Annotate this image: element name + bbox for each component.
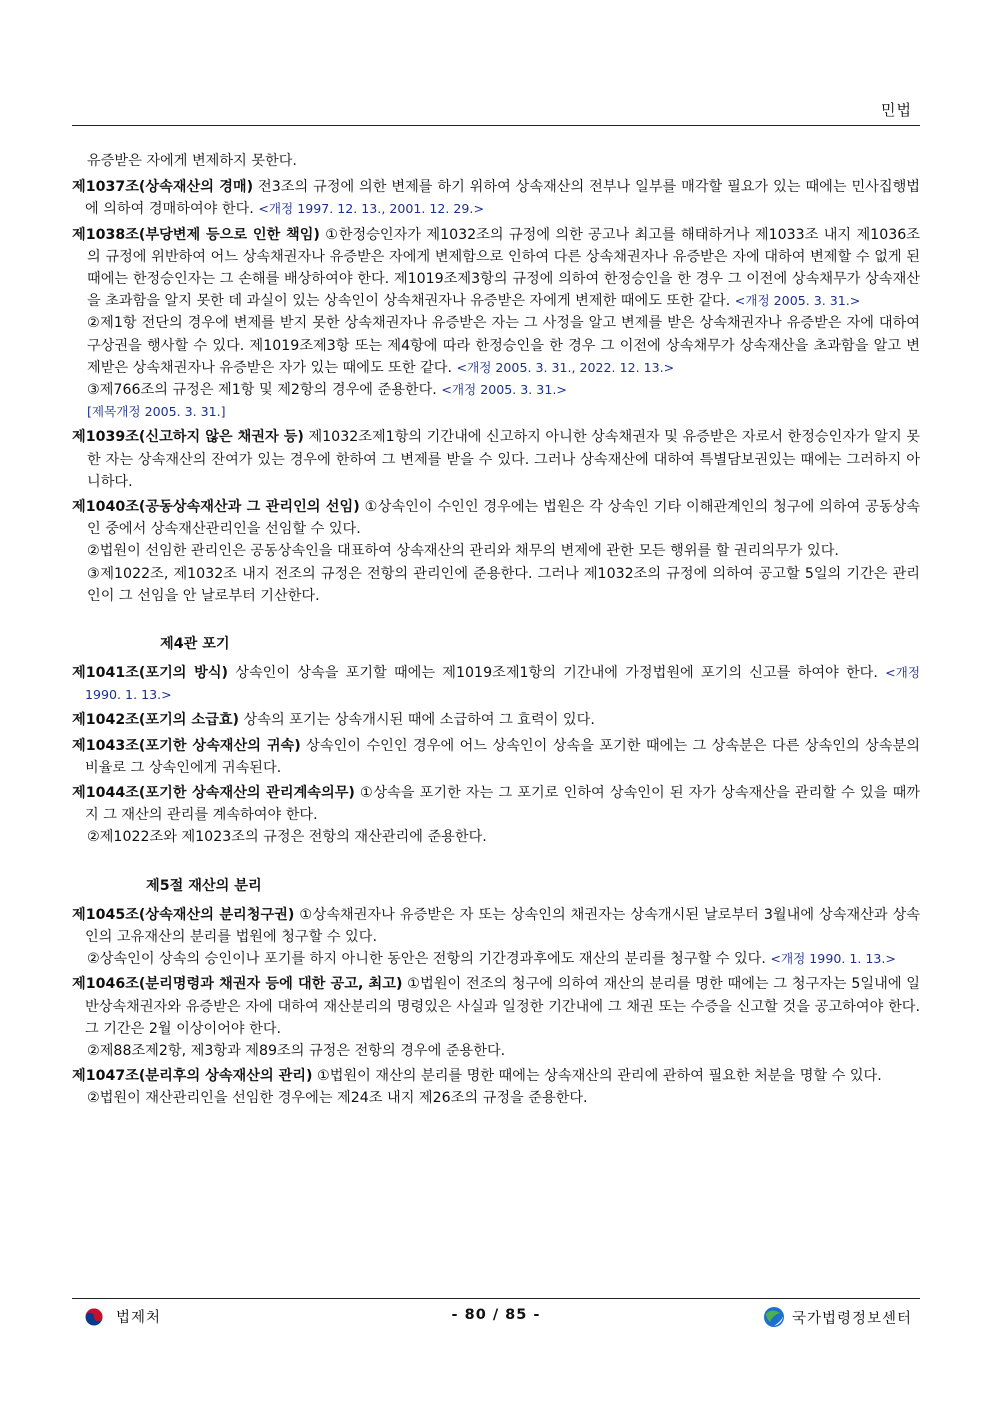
article-text: 전3조의 규정에 의한 변제를 하기 위하여 상속재산의 전부나 일부를 매각할 필요가 있는 때에는 민사집행법에 의하여 경매하여야 한다. xyxy=(85,179,920,218)
amendment-note[interactable]: <개정 1990. 1. 13.> xyxy=(85,665,920,703)
article-1041 xyxy=(72,662,920,706)
article-heading: 제1040조(공동상속재산과 그 관리인의 선임) xyxy=(72,499,360,516)
paragraph-text: ②상속인이 상속의 승인이나 포기를 하지 아니한 동안은 전항의 기간경과후에도 재산의 분리를 청구할 수 있다. xyxy=(87,951,771,968)
article-text: 상속인이 수인인 경우에 어느 상속인이 상속을 포기한 때에는 그 상속분은 다른 상속인의 상속분의 비율로 그 상속인에게 귀속된다. xyxy=(85,737,920,776)
paragraph-text: ①상속을 포기한 자는 그 포기로 인하여 상속인이 된 자가 상속재산을 관리할 수 있을 때까지 그 재산의 관리를 계속하여야 한다. xyxy=(85,785,920,824)
article-1042 xyxy=(72,709,920,731)
article-heading: 제1042조(포기의 소급효) xyxy=(72,712,240,729)
ministry-name: 법제처 xyxy=(116,1310,162,1326)
paragraph-text: ③제766조의 규정은 제1항 및 제2항의 경우에 준용한다. xyxy=(87,382,442,399)
paragraph-text: ②제1항 전단의 경우에 변제를 받지 못한 상속채권자나 유증받은 자는 그 사정을 알고 변제를 받은 상속채권자나 유증받은 자에 대하여 구상권을 행사할 수 있다. 제1019조제3항 또는 제4항에 따라 한정승인을 한 경우 그 이전에 상속채무가 상속재산을 초과함을 알고 변제받은 상속채권자나 유증받은 자가 있는 때에도 또한 같다. xyxy=(87,315,920,376)
globe-logo-icon xyxy=(762,1305,786,1329)
paragraph-text: ①상속채권자나 유증받은 자 또는 상속인의 채권자는 상속개시된 날로부터 3월내에 상속재산과 상속인의 고유재산의 분리를 법원에 청구할 수 있다. xyxy=(85,906,921,945)
paragraph-text: ③제1022조, 제1032조 내지 전조의 규정은 전항의 관리인에 준용한다. 그러나 제1032조의 규정에 의하여 공고할 5일의 기간은 관리인이 그 선임을 안 날로부터 기산한다. xyxy=(87,565,920,604)
paragraph-text: ②제1022조와 제1023조의 규정은 전항의 재산관리에 준용한다. xyxy=(87,829,487,846)
article-heading: 제1037조(상속재산의 경매) xyxy=(72,179,254,196)
article-text: 상속의 포기는 상속개시된 때에 소급하여 그 효력이 있다. xyxy=(239,712,595,729)
article-heading: 제1047조(분리후의 상속재산의 관리) xyxy=(72,1068,313,1085)
document-body xyxy=(72,150,920,1113)
article-heading: 제1039조(신고하지 않은 채권자 등) xyxy=(72,429,304,446)
article-1045 xyxy=(72,904,920,971)
article-1044 xyxy=(72,782,920,849)
amendment-note[interactable]: <개정 2005. 3. 31.> xyxy=(734,293,861,309)
article-heading: 제1043조(포기한 상속재산의 귀속) xyxy=(72,737,301,754)
paragraph-text: ②법원이 선임한 관리인은 공동상속인을 대표하여 상속재산의 관리와 채무의 변제에 관한 모든 행위를 할 권리의무가 있다. xyxy=(87,543,839,560)
page-number: - 80 / 85 - xyxy=(451,1307,541,1323)
article-heading: 제1046조(분리명령과 채권자 등에 대한 공고, 최고) xyxy=(72,976,403,993)
article-1043 xyxy=(72,735,920,779)
article-heading: 제1038조(부당변제 등으로 인한 책임) xyxy=(72,226,320,243)
continuation-text: 유증받은 자에게 변제하지 못한다. xyxy=(87,153,297,169)
paragraph-text: ①한정승인자가 제1032조의 규정에 의한 공고나 최고를 해태하거나 제1033조 내지 제1036조의 규정에 위반하여 어느 상속채권자나 유증받은 자에게 변제함으로 인하여 다른 상속채권자나 유증받은 자에 대하여 변제할 수 없게 된 때에는 한정승인자는 그 손해를 배상하여야 한다. 제1019조제3항의 규정에 의하여 한정승인을 한 경우 그 이전에 상속채무가 상속재산을 초과함을 알지 못한 데 과실이 있는 상속인이 상속채권자나 유증받은 자에게 변제한 때에도 또한 같다. xyxy=(87,226,920,310)
article-text: 상속인이 상속을 포기할 때에는 제1019조제1항의 기간내에 가정법원에 포기의 신고를 하여야 한다. xyxy=(228,665,886,682)
section-heading-5: 제5절 재산의 분리 xyxy=(146,877,262,894)
paragraph-text: ①법원이 전조의 청구에 의하여 재산의 분리를 명한 때에는 그 청구자는 5일내에 일반상속채권자와 유증받은 자에 대하여 재산분리의 명령있은 사실과 일정한 기간내에 그 채권 또는 수증을 신고할 것을 공고하여야 한다. 그 기간은 2월 이상이어야 한다. xyxy=(85,976,920,1037)
amendment-note[interactable]: <개정 1990. 1. 13.> xyxy=(770,951,896,967)
paragraph-text: ①상속인이 수인인 경우에는 법원은 각 상속인 기타 이해관계인의 청구에 의하여 공동상속인 중에서 상속재산관리인을 선임할 수 있다. xyxy=(87,499,920,538)
amendment-note[interactable]: <개정 2005. 3. 31.> xyxy=(441,382,567,398)
law-center-mark xyxy=(762,1305,912,1329)
document-title: 민법 xyxy=(881,101,912,119)
article-heading: 제1044조(포기한 상속재산의 관리계속의무) xyxy=(72,785,355,802)
paragraph-text: ②제88조제2항, 제3항과 제89조의 규정은 전항의 경우에 준용한다. xyxy=(87,1042,506,1059)
footer-rule xyxy=(72,1298,920,1299)
article-heading: 제1041조(포기의 방식) xyxy=(72,665,229,682)
page-footer xyxy=(72,1305,920,1331)
header-rule xyxy=(72,125,920,126)
article-1046 xyxy=(72,973,920,1062)
section-heading-4: 제4관 포기 xyxy=(160,636,230,653)
law-center-name: 국가법령정보센터 xyxy=(791,1310,912,1327)
paragraph-text: ②법원이 재산관리인을 선임한 경우에는 제24조 내지 제26조의 규정을 준용한다. xyxy=(87,1090,588,1107)
article-text: 제1032조제1항의 기간내에 신고하지 아니한 상속채권자 및 유증받은 자로서 한정승인자가 알지 못한 자는 상속재산의 잔여가 있는 경우에 한하여 그 변제를 받을 수 있다. 그러나 상속재산에 대하여 특별담보권있는 때에는 그러하지 아니하다. xyxy=(87,429,920,490)
article-1039 xyxy=(72,426,920,493)
article-1047 xyxy=(72,1065,920,1109)
amendment-note[interactable]: <개정 1997. 12. 13., 2001. 12. 29.> xyxy=(258,201,484,217)
article-1038 xyxy=(72,224,920,424)
title-amendment-note[interactable]: [제목개정 2005. 3. 31.] xyxy=(87,404,226,420)
article-1040 xyxy=(72,496,920,607)
article-1037 xyxy=(72,176,920,220)
article-heading: 제1045조(상속재산의 분리청구권) xyxy=(72,906,295,923)
amendment-note[interactable]: <개정 2005. 3. 31., 2022. 12. 13.> xyxy=(456,359,675,375)
paragraph-text: ①법원이 재산의 분리를 명한 때에는 상속재산의 관리에 관하여 필요한 처분을 명할 수 있다. xyxy=(312,1068,882,1085)
